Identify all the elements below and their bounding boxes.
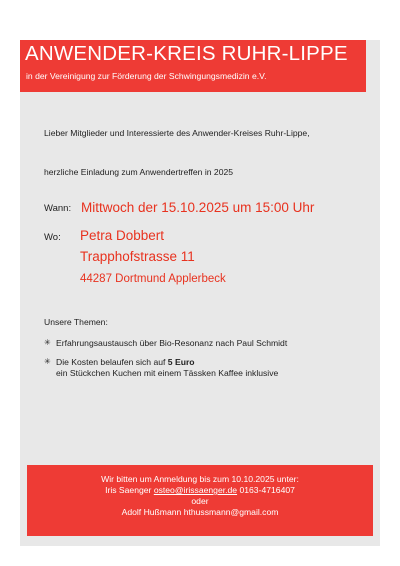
contact-1-email-link[interactable]: osteo@irissaenger.de (153, 485, 238, 495)
contact-1-name: Iris Saenger (105, 485, 154, 495)
contact-1 (27, 485, 373, 495)
when-value: Mittwoch der 15.10.2025 um 15:00 Uhr (81, 200, 315, 215)
cost-detail: ein Stückchen Kuchen mit einem Tässken Kaffee inklusive (56, 368, 279, 378)
cost-amount: 5 Euro (167, 357, 195, 367)
page-title: ANWENDER-KREIS RUHR-LIPPE (25, 42, 348, 65)
greeting-text: Lieber Mitglieder und Interessierte des Anwender-Kreises Ruhr-Lippe, (44, 128, 310, 138)
contact-2: Adolf Hußmann hthussmann@gmail.com (121, 507, 279, 517)
or-text: oder (191, 496, 209, 506)
cost-text: Die Kosten belaufen sich auf (56, 357, 168, 367)
invitation-text: herzliche Einladung zum Anwendertreffen in 2025 (44, 167, 234, 177)
topic-item: Erfahrungsaustausch über Bio-Resonanz nach Paul Schmidt (56, 338, 288, 348)
when-label: Wann: (44, 203, 72, 214)
bullet-icon: ✳ (44, 357, 51, 366)
where-label: Wo: (44, 232, 61, 243)
address-city: 44287 Dortmund Applerbeck (80, 273, 226, 285)
page-subtitle: in der Vereinigung zur Förderung der Schwingungsmedizin e.V. (26, 71, 267, 81)
contact-1-phone: 0163-4716407 (237, 485, 295, 495)
registration-footer (27, 465, 373, 536)
topics-heading: Unsere Themen: (44, 317, 108, 327)
host-name: Petra Dobbert (80, 228, 165, 243)
address-street: Trapphofstrasse 11 (80, 249, 195, 264)
bullet-icon: ✳ (44, 338, 51, 347)
topic-item (56, 357, 195, 367)
registration-deadline: Wir bitten um Anmeldung bis zum 10.10.2025 unter: (101, 474, 299, 484)
